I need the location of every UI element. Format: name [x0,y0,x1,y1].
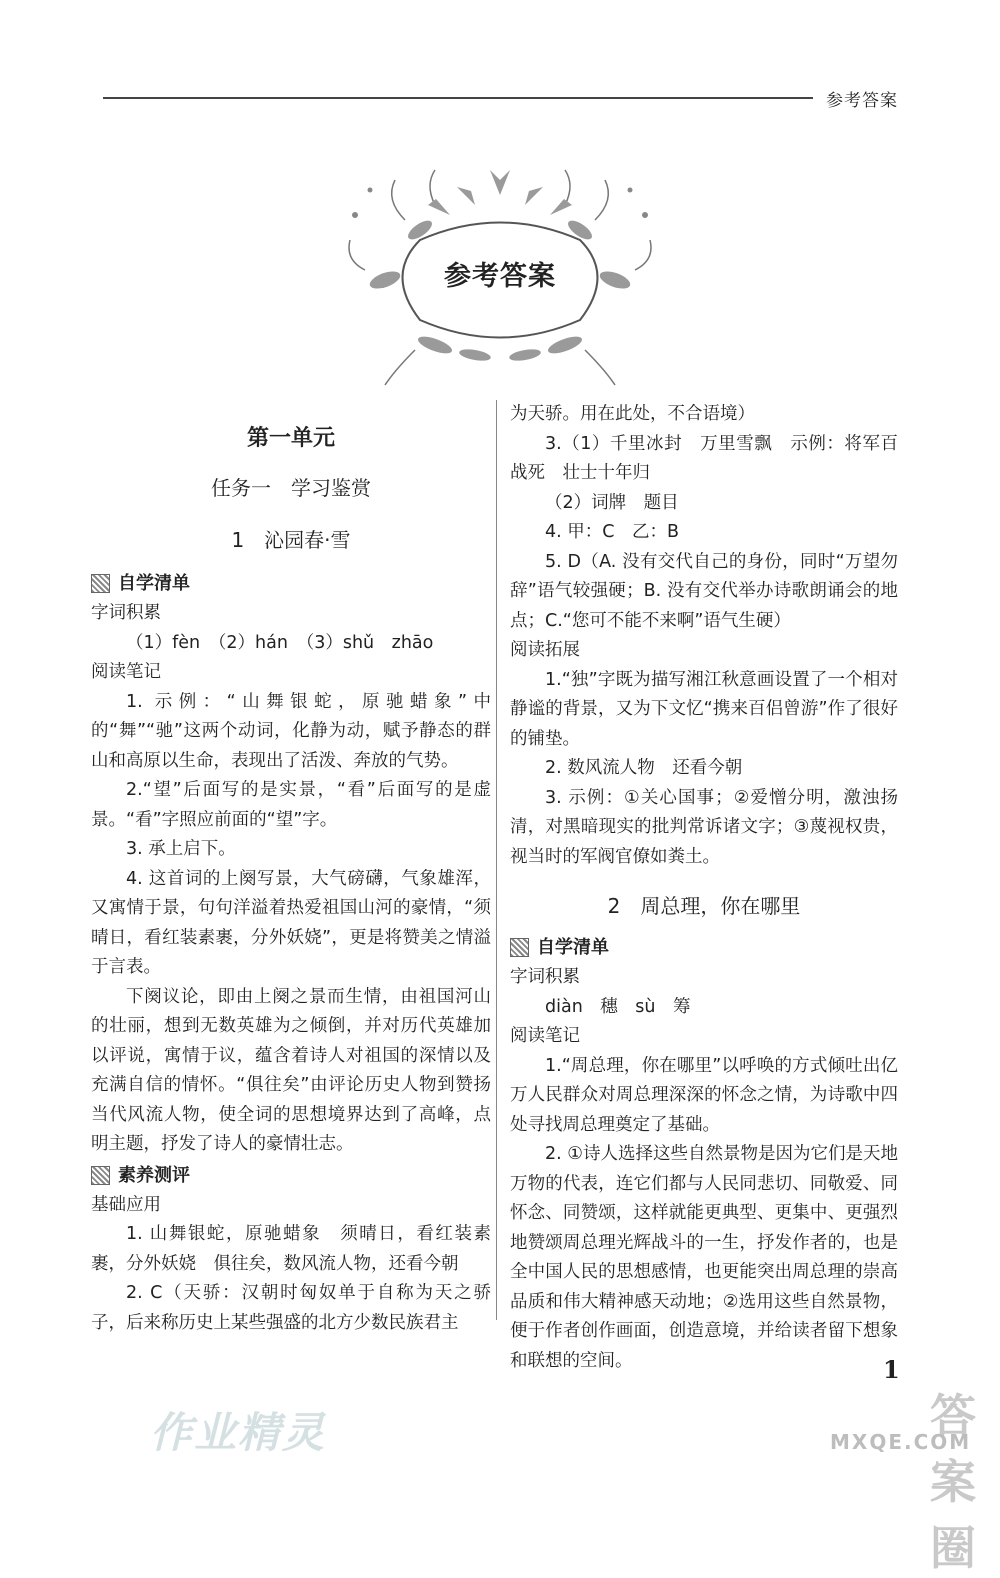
answer-paragraph: （2）词牌 题目 [545,492,679,513]
answer-banner [325,160,675,390]
lesson-title: 1 沁园春·雪 [231,528,351,552]
answer-paragraph: 为天骄。用在此处，不合语境） [510,404,755,424]
subheading: 阅读拓展 [510,640,580,660]
answer-paragraph: 4. 甲：C 乙：B [545,522,679,542]
section-heading [91,1160,491,1191]
answer-paragraph: 4. 这首词的上阕写景，大气磅礴，气象雄浑，又寓情于景，句句洋溢着热爱祖国山河的豪情，“须晴日，看红装素裹，分外妖娆”，更是将赞美之情溢于言表。 [91,868,491,977]
banner-title: 参考答案 [444,261,556,292]
answer-line: diàn 穗 sù 筹 [545,996,691,1017]
watermark-text: 作业精灵 [150,1408,327,1457]
watermark-url: MXQE.COM [830,1430,972,1454]
subheading: 基础应用 [91,1194,161,1215]
answer-paragraph: 1. 示例：“山舞银蛇，原驰蜡象”中的“舞”“驰”这两个动词，化静为动，赋予静态的群山和高原以生命，表现出了活泼、奔放的气势。 [91,691,491,771]
right-column [510,400,898,1376]
answer-paragraph: 2. 数风流人物 还看今朝 [545,758,743,778]
answer-paragraph: 3. 承上启下。 [126,839,236,859]
subheading: 阅读笔记 [510,1026,580,1046]
answer-paragraph: 3. 示例：①关心国事；②爱憎分明，激浊扬清，对黑暗现实的批判常诉诸文字；③蔑视权贵，视当时的军阀官僚如粪土。 [510,787,898,867]
unit-title: 第一单元 [246,426,335,451]
answer-line: （1）fèn （2）hán （3）shǔ zhāo [126,632,434,653]
section-label: 自学清单 [118,573,190,594]
answer-paragraph: 1. 山舞银蛇，原驰蜡象 须晴日，看红装素裹，分外妖娆 俱往矣，数风流人物，还看今朝 [91,1224,491,1274]
column-divider [496,400,497,1320]
page-number: 1 [883,1355,900,1384]
section-heading [510,932,898,963]
answer-paragraph: 2. C（天骄：汉朝时匈奴单于自称为天之骄子，后来称历史上某些强盛的北方少数民族君主 [91,1283,491,1333]
section-marker-icon [91,1166,110,1185]
subheading: 字词积累 [510,967,580,987]
answer-paragraph: 2. ①诗人选择这些自然景物是因为它们是天地万物的代表，连它们都与人民同悲切、同敬爱、同怀念、同赞颂，这样就能更典型、更集中、更强烈地赞颂周总理光辉战斗的一生，抒发作者的，也是全中国人民的思想感情，也更能突出周总理的崇高品质和伟大精神感天动地；②选用这些自然景物，便于作者创作画面，创造意境，并给读者留下想象和联想的空间。 [510,1144,898,1371]
lesson-title: 2 周总理，你在哪里 [607,894,801,918]
section-marker-icon [91,574,110,593]
subheading: 阅读笔记 [91,662,161,682]
answer-paragraph: 下阕议论，即由上阕之景而生情，由祖国河山的壮丽，想到无数英雄为之倾倒，并对历代英雄加以评说，寓情于议，蕴含着诗人对祖国的深情以及充满自信的情怀。“俱往矣”由评论历史人物到赞扬当代风流人物，使全词的思想境界达到了高峰，点明主题，抒发了诗人的豪情壮志。 [91,986,491,1154]
watermark-logo: 答案圈 [930,1389,978,1575]
section-label: 素养测评 [118,1164,190,1186]
left-column [91,400,491,1338]
section-heading [91,568,491,599]
section-label: 自学清单 [537,937,609,958]
task-title: 任务一 学习鉴赏 [211,476,371,500]
subheading: 字词积累 [91,603,161,623]
section-marker-icon [510,938,529,957]
answer-paragraph: 3.（1）千里冰封 万里雪飘 示例：将军百战死 壮士十年归 [510,433,898,483]
header-rule [103,97,813,99]
answer-paragraph: 5. D（A. 没有交代自己的身份，同时“万望勿辞”语气较强硬；B. 没有交代举办诗歌朗诵会的地点；C.“您可不能不来啊”语气生硬） [510,551,898,631]
answer-paragraph: 1.“独”字既为描写湘江秋意画设置了一个相对静谧的背景，又为下文忆“携来百侣曾游”作了很好的铺垫。 [510,669,898,749]
answer-paragraph: 2.“望”后面写的是实景，“看”后面写的是虚景。“看”字照应前面的“望”字。 [91,780,491,830]
running-header: 参考答案 [826,91,898,111]
answer-paragraph: 1.“周总理，你在哪里”以呼唤的方式倾吐出亿万人民群众对周总理深深的怀念之情，为诗歌中四处寻找周总理奠定了基础。 [510,1055,898,1135]
